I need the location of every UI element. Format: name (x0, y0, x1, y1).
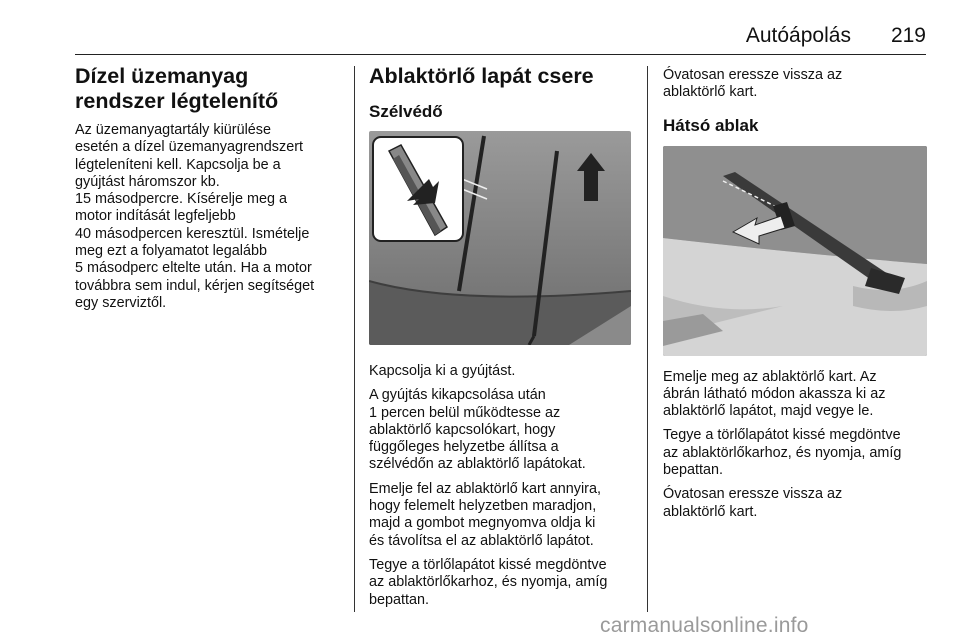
diesel-instructions: Az üzemanyagtartály kiürülése esetén a dízel üzemanyagrendszert légteleníteni kell. Kapcsolja be a gyújtást háromszor kb. 15 másodpercre. Kísérelje meg a motor indítását legfeljebb 40 másodpercen keresztül. Ismételje meg ezt a folyamatot legalább 5 másodperc eltelte után. Ha a motor továbbra sem indul, kérjen segítséget egy szerviztől. (75, 122, 315, 311)
column-divider (354, 66, 355, 612)
page-header (75, 24, 926, 55)
instruction-lower-arm: Óvatosan eressze vissza az ablaktörlő kart. (663, 67, 843, 101)
page-number: 219 (890, 24, 926, 47)
instruction-ignition-off: Kapcsolja ki a gyújtást. (369, 363, 516, 379)
windscreen-wiper-illustration (369, 131, 631, 345)
subheading-rear-window: Hátsó ablak (663, 115, 759, 135)
column-diesel-bleeding (75, 64, 343, 312)
header-title: Autóápolás (745, 24, 851, 47)
instruction-attach-blade: Tegye a törlőlapátot kissé megdöntve az ablaktörlőkarhoz, és nyomja, amíg bepattan. (369, 556, 608, 608)
section-heading-wiper: Ablaktörlő lapát csere (369, 64, 594, 88)
instruction-wiper-position: A gyújtás kikapcsolása után 1 percen belül működtesse az ablaktörlő kapcsolókart, hogy függőleges helyzetbe állítsa a szélvédőn az ablaktörlő lapátokat. (369, 387, 586, 473)
section-heading-diesel: Dízel üzemanyag rendszer légtelenítő (75, 64, 279, 113)
instruction-attach-rear-blade: Tegye a törlőlapátot kissé megdöntve az ablaktörlőkarhoz, és nyomja, amíg bepattan. (663, 427, 902, 479)
subheading-windscreen: Szélvédő (369, 102, 443, 121)
watermark: carmanualsonline.info (600, 614, 809, 637)
column-rear-window (663, 64, 929, 521)
column-divider (647, 66, 648, 612)
rear-wiper-illustration (663, 146, 927, 356)
instruction-remove-blade: Emelje fel az ablaktörlő kart annyira, hogy felemelt helyzetben maradjon, majd a gombot megnyomva oldja ki és távolítsa el az ablaktörlő lapátot. (369, 480, 601, 549)
instruction-unhook-blade: Emelje meg az ablaktörlő kart. Az ábrán látható módon akassza ki az ablaktörlő lapátot, majd vegye le. (663, 368, 886, 420)
instruction-lower-rear-arm: Óvatosan eressze vissza az ablaktörlő kart. (663, 486, 843, 520)
column-wiper-blade (369, 64, 634, 609)
